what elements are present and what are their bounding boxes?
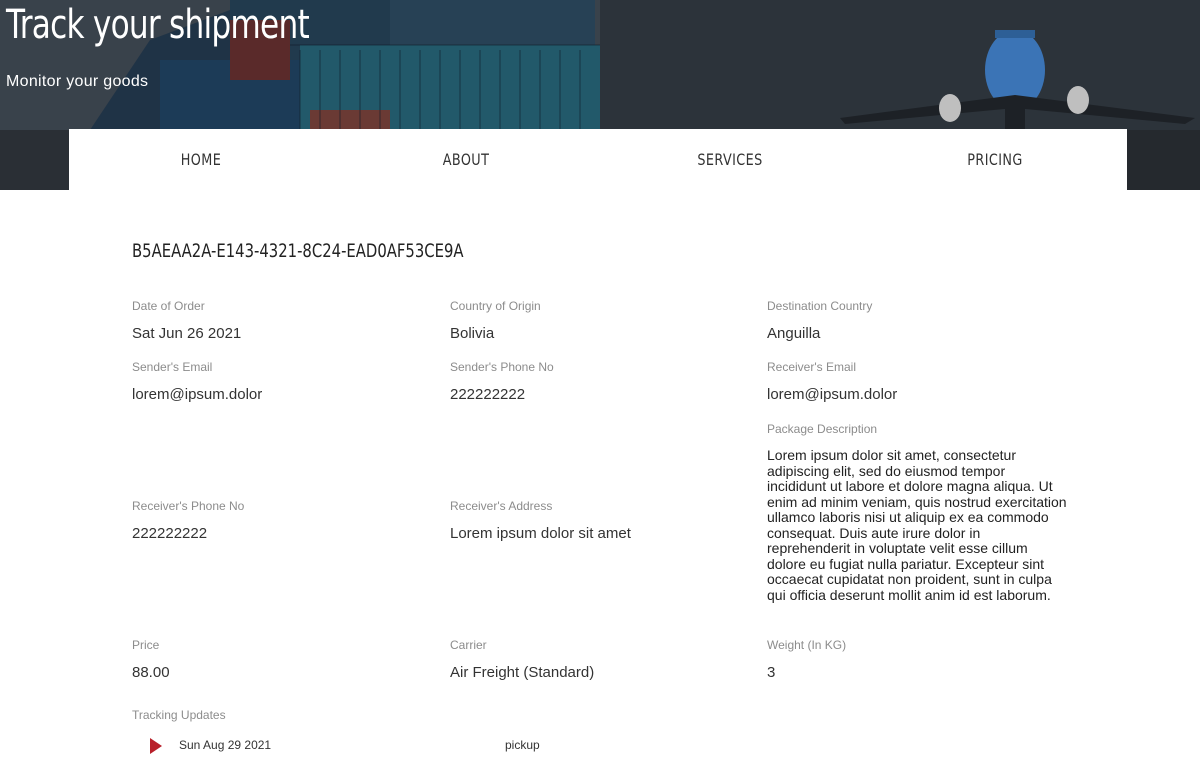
- date-of-order-label: Date of Order: [132, 299, 205, 313]
- package-description-value: Lorem ipsum dolor sit amet, consectetur adipiscing elit, sed do eiusmod tempor incididunt ut labore et dolore magna aliqua. Ut enim ad minim veniam, quis nostrud exercitation ullamco laboris nisi ut aliquip ex ea commodo consequat. Duis aute irure dolor in reprehenderit in voluptate velit esse cillum dolore eu fugiat nulla pariatur. Excepteur sint occaecat cupidatat non proident, sunt in culpa qui officia deserunt mollit anim id est laborum.: [767, 447, 1067, 603]
- weight-value: 3: [767, 664, 776, 681]
- sender-email-value: lorem@ipsum.dolor: [132, 386, 263, 403]
- carrier-value: Air Freight (Standard): [450, 664, 595, 681]
- carrier-label: Carrier: [450, 638, 487, 652]
- country-of-origin-value: Bolivia: [450, 325, 495, 342]
- weight-label: Weight (In KG): [767, 638, 847, 652]
- sender-phone-label: Sender's Phone No: [450, 360, 554, 374]
- country-of-origin-label: Country of Origin: [450, 299, 541, 313]
- receiver-phone-label: Receiver's Phone No: [132, 499, 245, 513]
- price-value: 88.00: [132, 664, 170, 681]
- hero-subtitle: Monitor your goods: [6, 73, 149, 90]
- receiver-email-value: lorem@ipsum.dolor: [767, 386, 898, 403]
- tracking-updates-label: Tracking Updates: [132, 708, 226, 722]
- tracking-id-heading: B5AEAA2A-E143-4321-8C24-EAD0AF53CE9A: [132, 240, 464, 262]
- sender-email-label: Sender's Email: [132, 360, 213, 374]
- package-description-label: Package Description: [767, 422, 878, 436]
- receiver-address-value: Lorem ipsum dolor sit amet: [450, 525, 631, 542]
- nav-about-link[interactable]: ABOUT: [442, 150, 490, 169]
- tracking-update-date: Sun Aug 29 2021: [179, 738, 272, 752]
- receiver-phone-value: 222222222: [132, 525, 208, 542]
- date-of-order-value: Sat Jun 26 2021: [132, 325, 242, 342]
- nav-home-link[interactable]: HOME: [180, 150, 222, 169]
- destination-country-value: Anguilla: [767, 325, 821, 342]
- price-label: Price: [132, 638, 160, 652]
- receiver-address-label: Receiver's Address: [450, 499, 553, 513]
- tracking-update-status: pickup: [505, 738, 540, 752]
- tracking-update-row: [150, 737, 650, 755]
- hero-title: Track your shipment: [6, 2, 309, 48]
- nav-pricing-link[interactable]: PRICING: [967, 150, 1023, 169]
- main-navbar: [69, 129, 1127, 190]
- sender-phone-value: 222222222: [450, 386, 526, 403]
- nav-services-link[interactable]: SERVICES: [697, 150, 763, 169]
- receiver-email-label: Receiver's Email: [767, 360, 856, 374]
- play-arrow-icon: [150, 738, 162, 754]
- destination-country-label: Destination Country: [767, 299, 873, 313]
